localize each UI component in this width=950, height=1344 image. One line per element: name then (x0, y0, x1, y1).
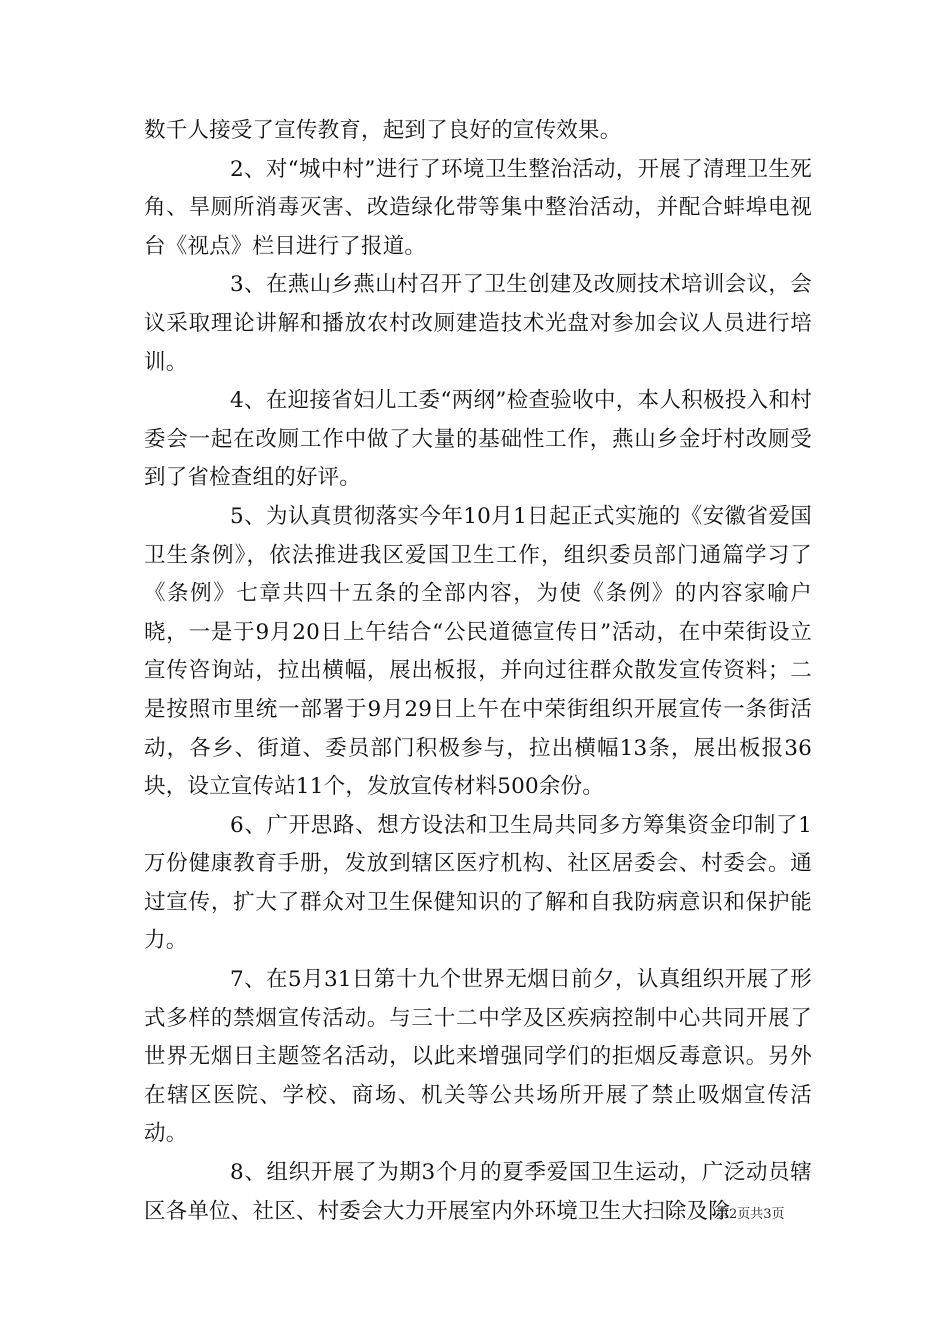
paragraph-8: 8、组织开展了为期3个月的夏季爱国卫生运动，广泛动员辖区各单位、社区、村委会大力开展室内外环境卫生大扫除及除 (144, 1160, 812, 1224)
paragraph-3: 3、在燕山乡燕山村召开了卫生创建及改厕技术培训会议，会议采取理论讲解和播放农村改厕建造技术光盘对参加会议人员进行培训。 (144, 272, 812, 375)
paragraph-4: 4、在迎接省妇儿工委“两纲”检查验收中，本人积极投入和村委会一起在改厕工作中做了大量的基础性工作，燕山乡金圩村改厕受到了省检查组的好评。 (144, 388, 812, 491)
document-body (144, 112, 812, 1231)
page-number: 第2页共3页 (716, 1207, 785, 1222)
paragraph-2: 2、对“城中村”进行了环境卫生整治活动，开展了清理卫生死角、旱厕所消毒灭害、改造绿化带等集中整治活动，并配合蚌埠电视台《视点》栏目进行了报道。 (144, 156, 812, 259)
paragraph-1: 数千人接受了宣传教育，起到了良好的宣传效果。 (144, 118, 622, 143)
paragraph-5: 5、为认真贯彻落实今年10月1日起正式实施的《安徽省爱国卫生条例》，依法推进我区爱国卫生工作，组织委员部门通篇学习了《条例》七章共四十五条的全部内容，为使《条例》的内容家喻户晓，一是于9月20日上午结合“公民道德宣传日”活动，在中荣街设立宣传咨询站，拉出横幅，展出板报，并向过往群众散发宣传资料；二是按照市里统一部署于9月29日上午在中荣街组织开展宣传一条街活动，各乡、街道、委员部门积极参与，拉出横幅13条，展出板报36块，设立宣传站11个，发放宣传材料500余份。 (144, 503, 812, 800)
paragraph-7: 7、在5月31日第十九个世界无烟日前夕，认真组织开展了形式多样的禁烟宣传活动。与三十二中学及区疾病控制中心共同开展了世界无烟日主题签名活动，以此来增强同学们的拒烟反毒意识。另外在辖区医院、学校、商场、机关等公共场所开展了禁止吸烟宣传活动。 (144, 967, 812, 1147)
paragraph-6: 6、广开思路、想方设法和卫生局共同多方筹集资金印制了1万份健康教育手册，发放到辖区医疗机构、社区居委会、村委会。通过宣传，扩大了群众对卫生保健知识的了解和自我防病意识和保护能力。 (144, 812, 812, 954)
